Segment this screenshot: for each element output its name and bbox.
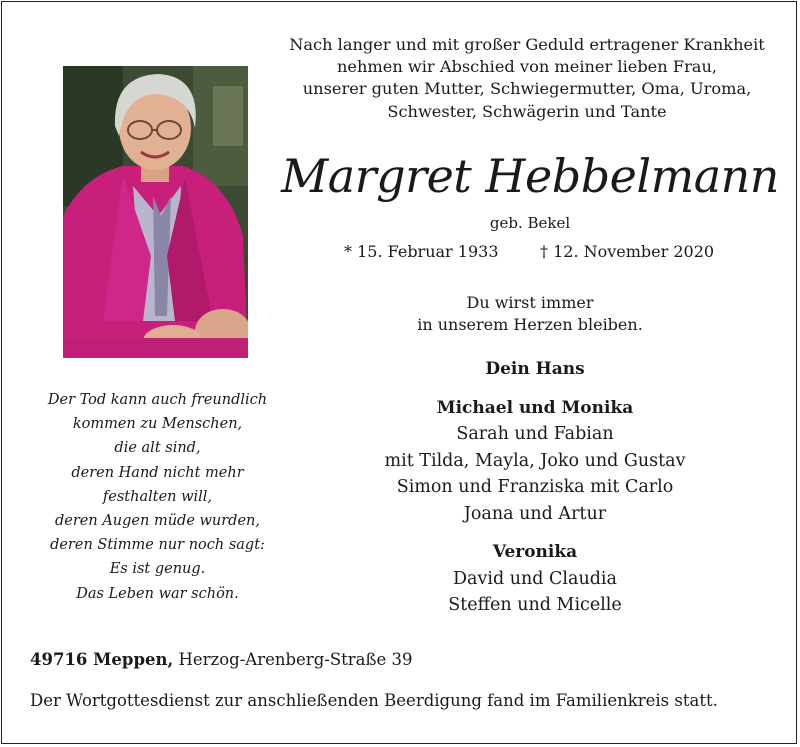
death-date: † 12. November 2020 (540, 242, 715, 261)
motto-line: in unserem Herzen bleiben. (417, 315, 643, 334)
poem-line: deren Stimme nur noch sagt: (50, 537, 265, 554)
mourners-list (270, 356, 800, 619)
poem-line: Der Tod kann auch freundlich (47, 392, 268, 408)
deceased-name: Margret Hebbelmann (281, 149, 779, 203)
intro-line: Schwester, Schwägerin und Tante (387, 101, 667, 121)
poem-line: Es ist genug. (109, 561, 206, 578)
address-city: 49716 Meppen, (30, 650, 174, 669)
maiden-name: geb. Bekel (489, 214, 571, 232)
poem-line: festhalten will, (102, 488, 213, 505)
address-street: Herzog-Arenberg-Straße 39 (178, 650, 413, 669)
family-member-line: Sarah und Fabian (456, 424, 614, 444)
family-member-line: Simon und Franziska mit Carlo (396, 477, 674, 497)
spouse-name: Dein Hans (485, 359, 585, 379)
poem (30, 388, 285, 606)
intro-text (262, 34, 792, 123)
poem-line: kommen zu Menschen, (72, 416, 243, 433)
intro-line: Nach langer und mit großer Geduld ertragener Krankheit (289, 35, 765, 54)
life-dates (330, 240, 730, 264)
birth-date: * 15. Februar 1933 (344, 242, 499, 261)
intro-line: nehmen wir Abschied von meiner lieben Frau, (336, 57, 718, 77)
poem-line: Das Leben war schön. (76, 585, 239, 602)
service-note: Der Wortgottesdienst zur anschließenden Beerdigung fand im Familienkreis statt. (30, 691, 718, 710)
family-member-line: David und Claudia (453, 568, 617, 589)
motto-line: Du wirst immer (466, 293, 594, 312)
poem-line: deren Augen müde wurden, (55, 513, 260, 530)
family-group-heading: Michael und Monika (436, 397, 634, 418)
portrait-photo (63, 66, 248, 358)
family-member-line: mit Tilda, Mayla, Joko und Gustav (384, 450, 686, 471)
motto (270, 292, 790, 336)
poem-line: die alt sind, (114, 440, 201, 457)
intro-line: unserer guten Mutter, Schwiegermutter, Oma, Uroma, (302, 79, 752, 99)
family-member-line: Steffen und Micelle (448, 595, 622, 615)
family-group-heading: Veronika (492, 542, 578, 562)
poem-line: deren Hand nicht mehr (71, 464, 244, 481)
family-member-line: Joana und Artur (463, 503, 607, 524)
address (30, 648, 413, 672)
